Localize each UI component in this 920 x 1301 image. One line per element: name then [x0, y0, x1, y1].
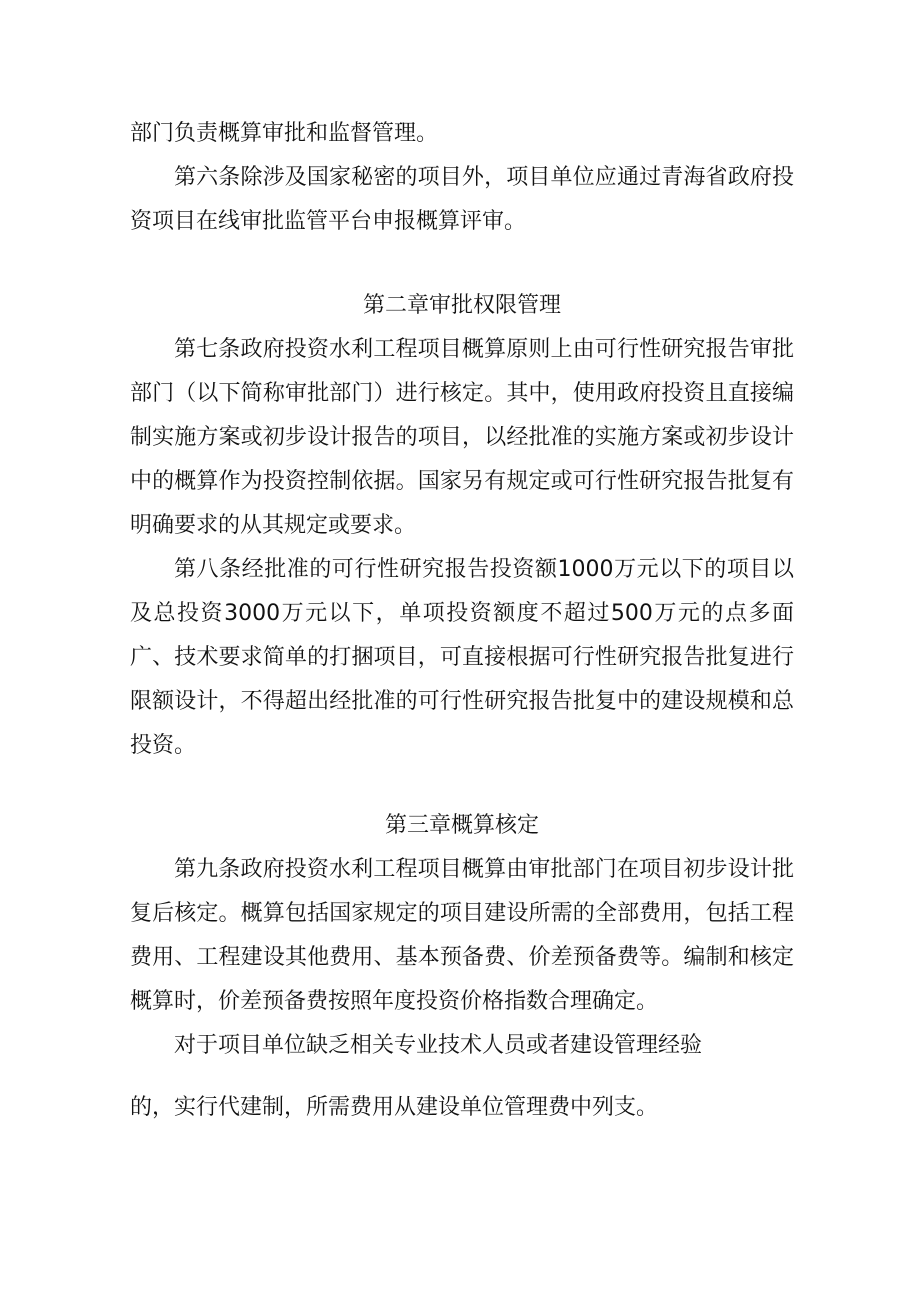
paragraph-continuation: 部门负责概算审批和监督管理。	[130, 121, 439, 146]
chapter-2-title: 第二章审批权限管理	[362, 293, 561, 318]
section-3	[130, 804, 794, 1068]
paragraph-agent-end: 的，实行代建制，所需费用从建设单位管理费中列支。	[130, 1095, 659, 1120]
section-2	[130, 284, 794, 768]
section-4	[130, 1086, 794, 1130]
section-1	[130, 112, 794, 244]
article-7: 第七条政府投资水利工程项目概算原则上由可行性研究报告审批部门（以下简称审批部门）进行核定。其中，使用政府投资且直接编制实施方案或初步设计报告的项目，以经批准的实施方案或初步设计中的概算作为投资控制依据。国家另有规定或可行性研究报告批复有明确要求的从其规定或要求。	[130, 337, 794, 538]
chapter-3-title: 第三章概算核定	[384, 813, 539, 838]
article-6: 第六条除涉及国家秘密的项目外，项目单位应通过青海省政府投资项目在线审批监管平台申报概算评审。	[130, 165, 794, 234]
article-8: 第八条经批准的可行性研究报告投资额1000万元以下的项目以及总投资3000万元以下，单项投资额度不超过500万元的点多面广、技术要求简单的打捆项目，可直接根据可行性研究报告批复进行限额设计，不得超出经批准的可行性研究报告批复中的建设规模和总投资。	[130, 557, 794, 758]
article-9: 第九条政府投资水利工程项目概算由审批部门在项目初步设计批复后核定。概算包括国家规定的项目建设所需的全部费用，包括工程费用、工程建设其他费用、基本预备费、价差预备费等。编制和核定概算时，价差预备费按照年度投资价格指数合理确定。	[130, 857, 794, 1014]
paragraph-agent-start: 对于项目单位缺乏相关专业技术人员或者建设管理经验	[174, 1033, 703, 1058]
